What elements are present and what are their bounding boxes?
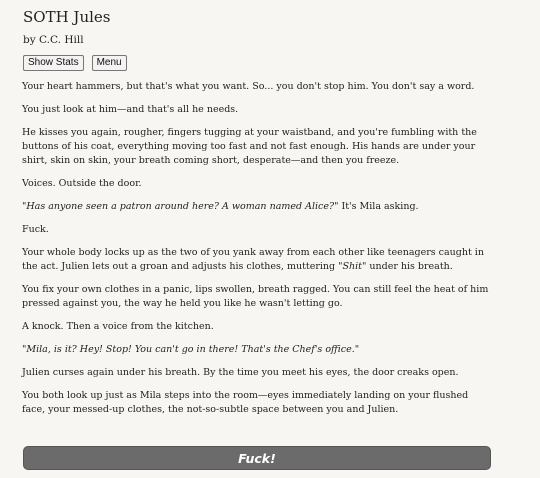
- story-paragraph: Voices. Outside the door.: [22, 178, 142, 189]
- text-run: Your whole body locks up as the two of you yank away from each other like teenagers caught in the act. Julien lets out a groan and adjusts his clothes, muttering ": [22, 247, 484, 272]
- story-paragraph: [22, 246, 490, 274]
- text-run: " under his breath.: [361, 261, 453, 272]
- show-stats-button[interactable]: Show Stats: [23, 55, 84, 71]
- story-paragraph: [22, 200, 490, 214]
- story-page: [22, 8, 490, 426]
- story-paragraph: A knock. Then a voice from the kitchen.: [22, 321, 214, 332]
- story-paragraph: You both look up just as Mila steps into the room—eyes immediately landing on your flushed face, your messed-up clothes, the not-so-subtle space between you and Julien.: [22, 390, 469, 415]
- text-run: ": [354, 344, 360, 355]
- italic-dialogue: Mila, is it? Hey! Stop! You can't go in there! That's the Chef's office.: [26, 344, 355, 355]
- story-text: [22, 80, 490, 417]
- text-run: ": [22, 201, 27, 212]
- italic-dialogue: Has anyone seen a patron around here? A woman named Alice?: [26, 201, 335, 212]
- author-byline: by C.C. Hill: [23, 34, 84, 46]
- text-run: ": [22, 344, 27, 355]
- text-run: " It's Mila asking.: [334, 201, 419, 212]
- page-title: SOTH Jules: [23, 8, 111, 26]
- menu-button[interactable]: Menu: [92, 55, 127, 71]
- italic-dialogue: Shit: [342, 261, 362, 272]
- story-paragraph: Fuck.: [22, 224, 49, 235]
- choice-button[interactable]: Fuck!: [23, 446, 491, 470]
- story-paragraph: Your heart hammers, but that's what you want. So... you don't stop him. You don't say a word.: [22, 81, 475, 92]
- story-paragraph: You fix your own clothes in a panic, lips swollen, breath ragged. You can still feel the heat of him pressed against you, the way he held you like he wasn't letting go.: [22, 284, 489, 309]
- story-paragraph: Julien curses again under his breath. By the time you meet his eyes, the door creaks open.: [22, 367, 459, 378]
- story-paragraph: You just look at him—and that's all he needs.: [22, 104, 239, 115]
- story-paragraph: [22, 343, 490, 357]
- story-paragraph: He kisses you again, rougher, fingers tugging at your waistband, and you're fumbling with the buttons of his coat, everything moving too fast and not fast enough. His hands are under your shirt, skin on skin, your breath coming short, desperate—and then you freeze.: [22, 127, 477, 166]
- toolbar: [23, 55, 490, 71]
